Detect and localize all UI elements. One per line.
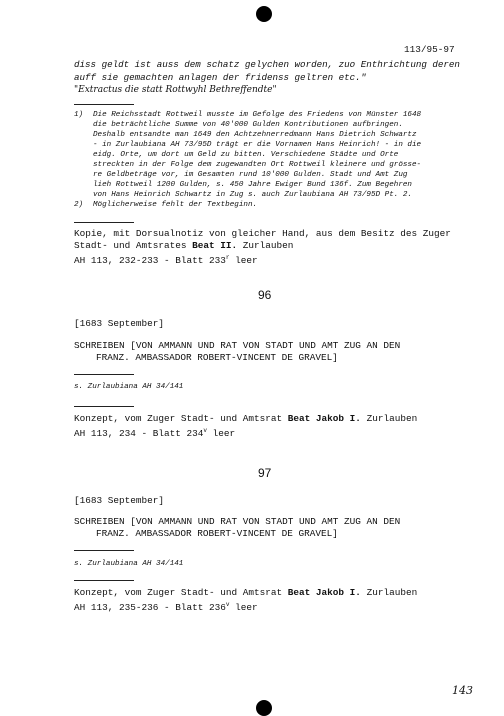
edition-reference: s. Zurlaubiana AH 34/141 [74, 560, 184, 568]
document-number: 97 [258, 466, 272, 480]
section-separator [74, 374, 134, 375]
punch-hole-bottom [256, 700, 272, 716]
document-title: SCHREIBEN [VON AMMANN UND RAT VON STADT UND AMT ZUG AN DEN [74, 340, 401, 351]
author-name: Beat Jakob I. [287, 413, 361, 424]
footnote-line: die beträchtliche Summe von 40'000 Gulden Kontributionen aufbringen. [93, 121, 403, 129]
footnote-line: eidg. Orte, um dort um Geld zu bitten. Verschiedene Städte und Orte [93, 151, 399, 159]
intro-line: auff sie gemachten anlagen der fridenss geltren etc." [74, 72, 367, 83]
intro-line: diss geldt ist auss dem schatz gelychen worden, zuo Enthrichtung deren [74, 59, 460, 70]
archive-reference: AH 113, 232-233 - Blatt 233$^r$ leer [74, 254, 258, 266]
provenance-line: Stadt- und Amtsrates Beat II. Zurlauben [74, 240, 294, 251]
footnote-line: lieh Rottweil 1200 Gulden, s. 450 Jahre Ewiger Bund 136f. Zum Begehren [93, 181, 412, 189]
footnote-separator [74, 104, 134, 105]
footnote-line: Möglicherweise fehlt der Textbeginn. [93, 201, 258, 209]
provenance-line: Konzept, vom Zuger Stadt- und Amtsrat Beat Jakob I. Zurlauben [74, 587, 418, 598]
author-name: Beat Jakob I. [287, 587, 361, 598]
handwritten-page-number: 143 [452, 684, 473, 697]
edition-reference: s. Zurlaubiana AH 34/141 [74, 383, 184, 391]
section-separator [74, 406, 134, 407]
document-number: 96 [258, 288, 272, 302]
handwritten-dorsual-note: "Extractus die statt Rottwyhl Bethreffendte" [74, 85, 277, 95]
footnote-line: von Hans Heinrich Schwartz in Zug s. auch Zurlaubiana AH 73/95D Pt. 2. [93, 191, 412, 199]
owner-name: Beat II. [192, 240, 238, 251]
archive-reference: AH 113, 235-236 - Blatt 236$^v$ leer [74, 601, 258, 613]
footnote-marker: 1) [74, 111, 84, 119]
footnote-line: streckten in der Folge dem zugewandten Ort Rottweil kleinere und grösse- [93, 161, 422, 169]
provenance-line: Konzept, vom Zuger Stadt- und Amtsrat Beat Jakob I. Zurlauben [74, 413, 418, 424]
provenance-line: Kopie, mit Dorsualnotiz von gleicher Hand, aus dem Besitz des Zuger [74, 228, 451, 239]
section-separator [74, 550, 134, 551]
footnote-line: - in Zurlaubiana AH 73/95D trägt er die Vornamen Hans Heinrich! - in die [93, 141, 422, 149]
footnote-line: re Geldbeträge vor, im Gesamten rund 10'000 Gulden. Stadt und Amt Zug [93, 171, 408, 179]
footnote-line: Die Reichsstadt Rottweil musste im Gefolge des Friedens von Münster 1648 [93, 111, 422, 119]
section-separator [74, 580, 134, 581]
document-date: [1683 September] [74, 495, 165, 506]
punch-hole-top [256, 6, 272, 22]
archive-reference: AH 113, 234 - Blatt 234$^v$ leer [74, 427, 236, 439]
document-title: SCHREIBEN [VON AMMANN UND RAT VON STADT UND AMT ZUG AN DEN [74, 516, 401, 527]
document-reference: 113/95-97 [404, 44, 455, 55]
section-separator [74, 222, 134, 223]
document-date: [1683 September] [74, 318, 165, 329]
footnote-marker: 2) [74, 201, 84, 209]
document-title: FRANZ. AMBASSADOR ROBERT-VINCENT DE GRAVEL] [96, 352, 338, 363]
footnote-line: Deshalb entsandte man 1649 den Achtzehnerredmann Hans Dietrich Schwartz [93, 131, 417, 139]
document-title: FRANZ. AMBASSADOR ROBERT-VINCENT DE GRAVEL] [96, 528, 338, 539]
